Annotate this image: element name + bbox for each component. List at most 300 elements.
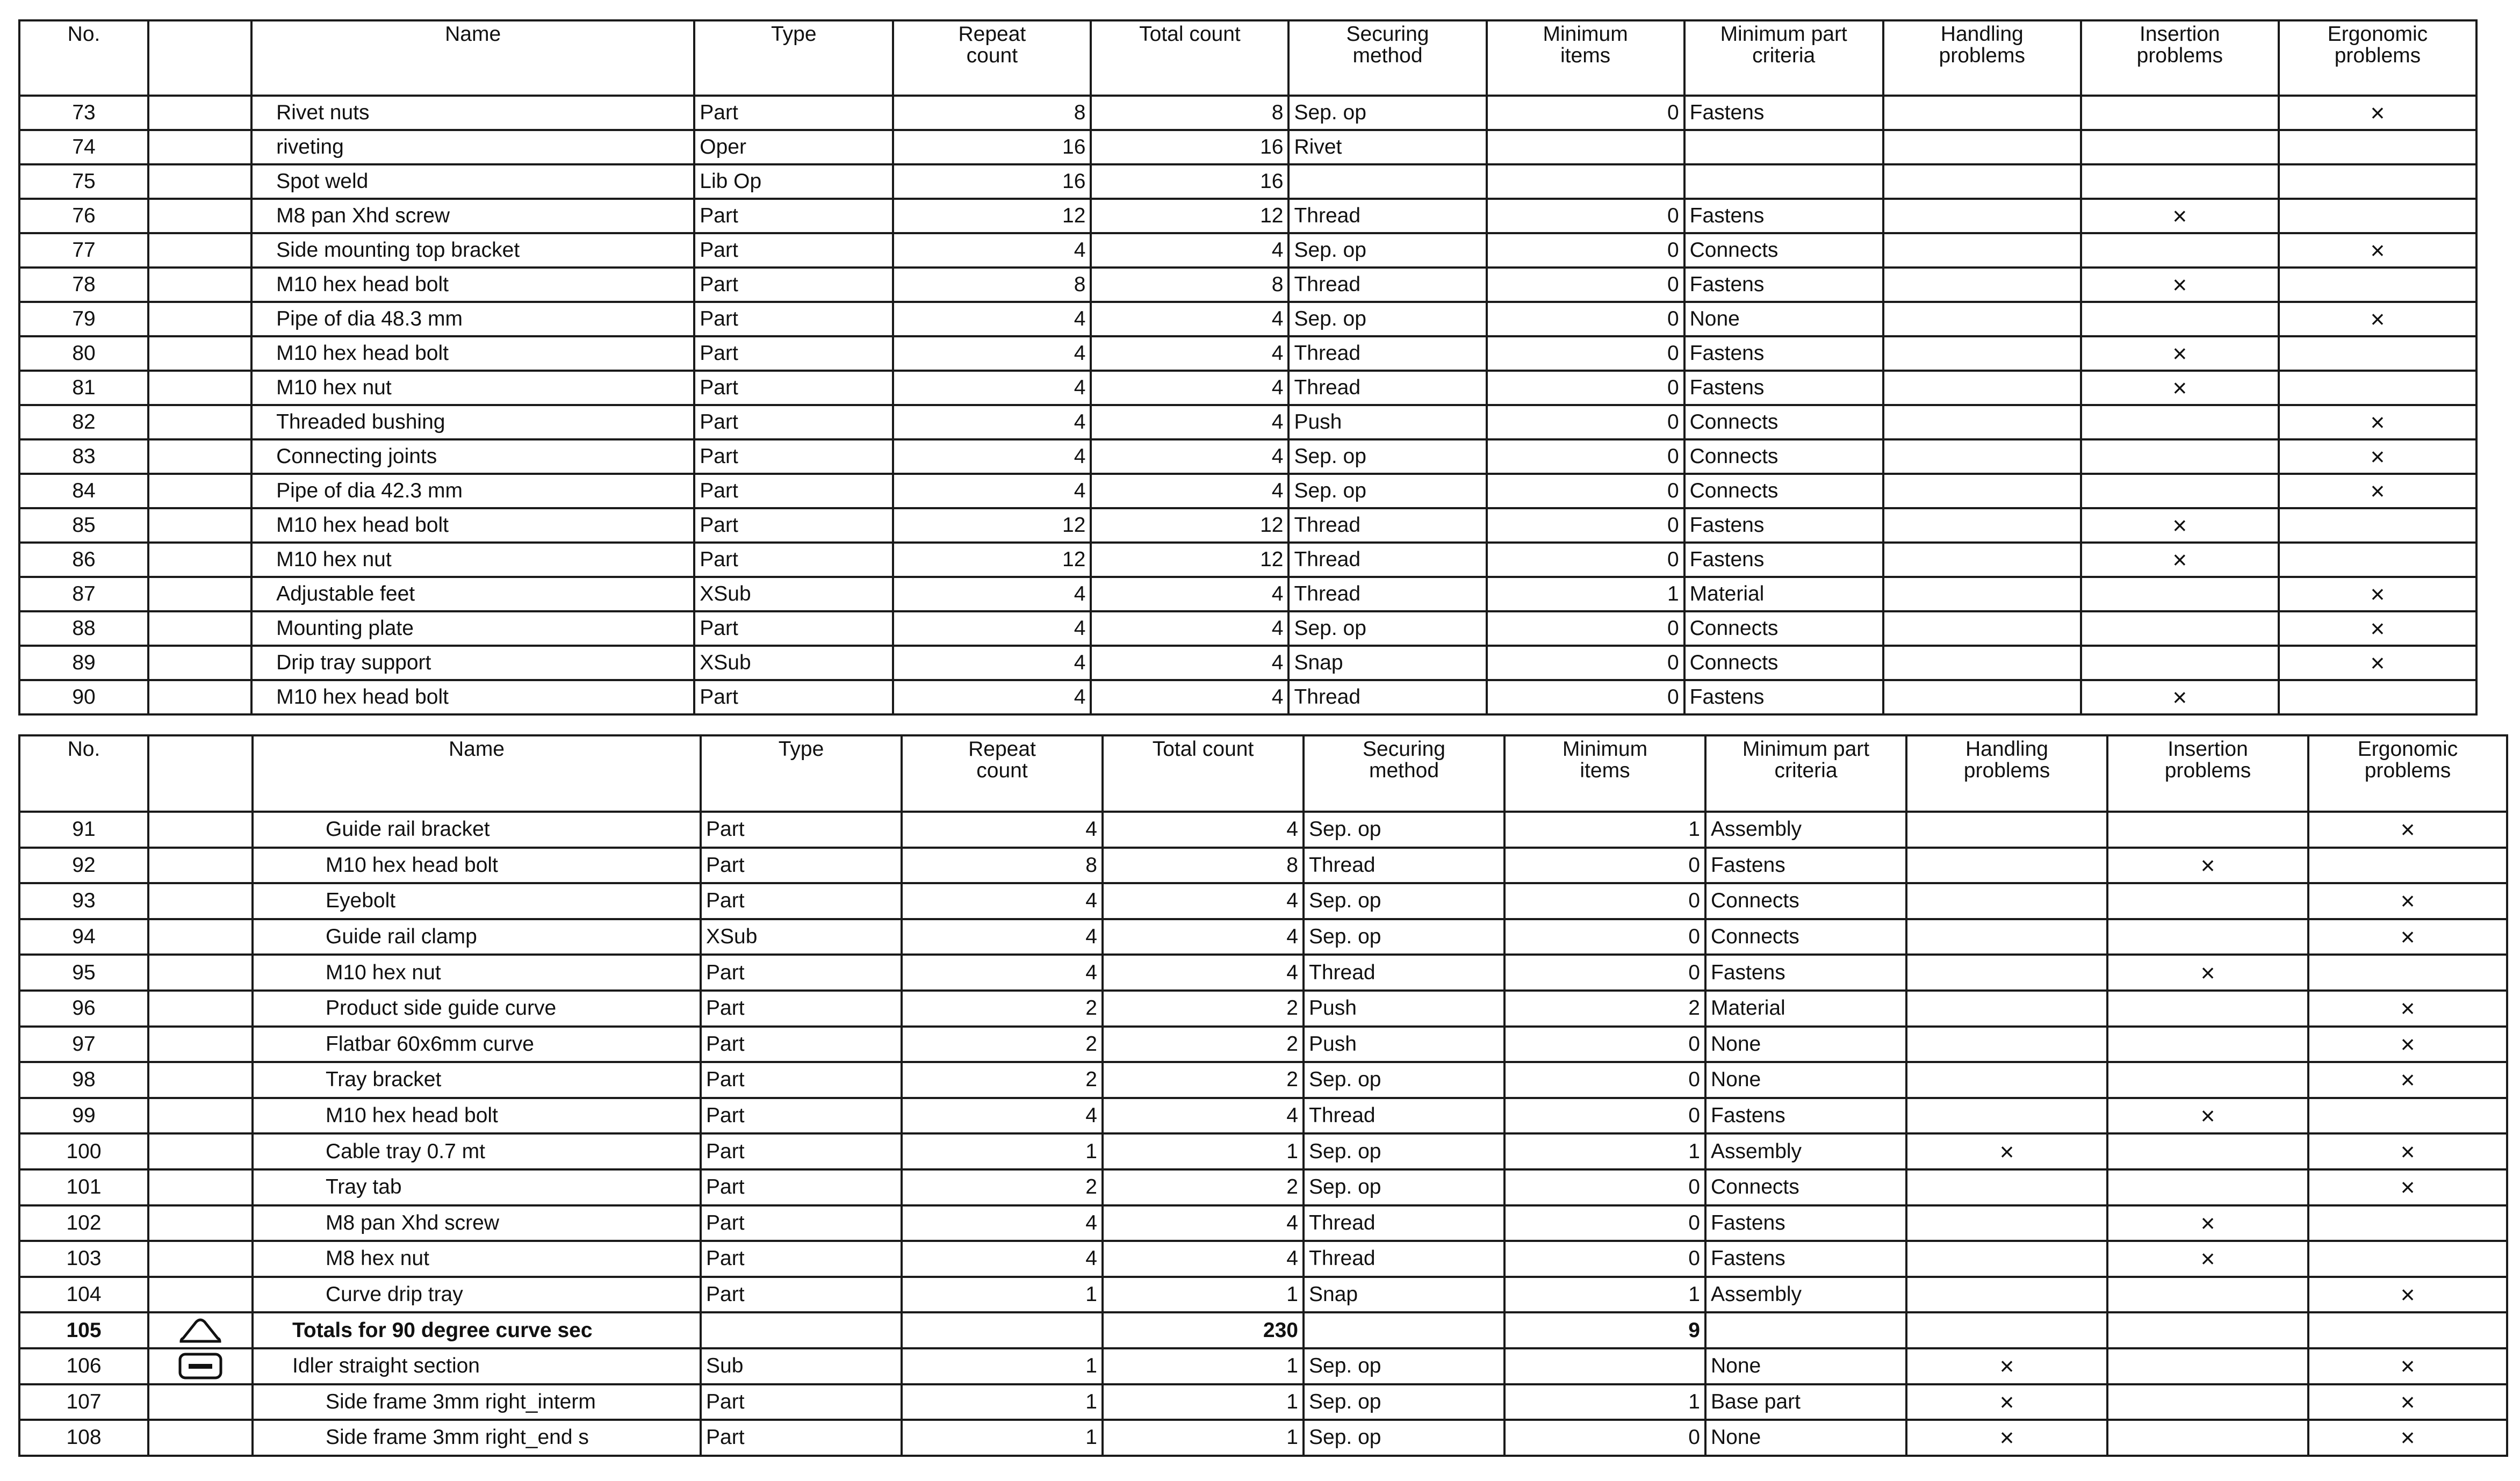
- cell-total-count: 16: [1091, 130, 1288, 164]
- cell-ergonomic-problems: [2279, 508, 2476, 543]
- table-row: [19, 577, 2476, 611]
- cell-insertion-problems: [2107, 1420, 2308, 1456]
- cell-name: Cable tray 0.7 mt: [253, 1133, 701, 1169]
- cell-name: Threaded bushing: [251, 405, 694, 439]
- cell-minimum-part-criteria: Fastens: [1684, 268, 1883, 302]
- header-line: Repeat: [958, 23, 1026, 46]
- cell-name: Eyebolt: [253, 883, 701, 919]
- header-col-ergonomic-problems: [2279, 20, 2476, 96]
- cell-total-count: 12: [1091, 199, 1288, 233]
- cell-minimum-items: 0: [1504, 1420, 1705, 1456]
- cell-handling-problems: [1906, 1277, 2107, 1313]
- table-row: [19, 1312, 2507, 1348]
- cell-handling-problems: [1883, 646, 2081, 680]
- table-row: [19, 1098, 2507, 1134]
- cell-name: M10 hex nut: [253, 955, 701, 991]
- cell-minimum-items: 0: [1487, 268, 1684, 302]
- cell-no: 95: [19, 955, 148, 991]
- header-line: Minimum: [1543, 23, 1628, 46]
- cell-minimum-items: 0: [1504, 1169, 1705, 1205]
- table-row: [19, 268, 2476, 302]
- cell-ergonomic-problems: ×: [2308, 1027, 2507, 1063]
- cell-minimum-part-criteria: [1684, 164, 1883, 199]
- cell-securing-method: Sep. op: [1304, 883, 1504, 919]
- table-row: [19, 405, 2476, 439]
- cell-icon: [148, 1027, 253, 1063]
- header-col-handling-problems: [1906, 735, 2107, 812]
- cell-total-count: 4: [1103, 955, 1304, 991]
- cell-minimum-part-criteria: Assembly: [1705, 812, 1906, 848]
- cell-securing-method: Thread: [1304, 1205, 1504, 1241]
- cell-icon: [148, 812, 253, 848]
- cell-repeat-count: 1: [902, 1133, 1103, 1169]
- cell-type: Part: [694, 302, 893, 336]
- cell-ergonomic-problems: [2279, 199, 2476, 233]
- cell-no: 100: [19, 1133, 148, 1169]
- cell-minimum-items: 0: [1504, 848, 1705, 884]
- cell-name: riveting: [251, 130, 694, 164]
- cell-icon: [148, 646, 251, 680]
- cell-insertion-problems: [2107, 812, 2308, 848]
- cell-handling-problems: [1906, 848, 2107, 884]
- header-col-repeat-count: [902, 735, 1103, 812]
- cell-insertion-problems: [2081, 164, 2279, 199]
- cell-minimum-part-criteria: Fastens: [1684, 336, 1883, 371]
- cell-total-count: 1: [1103, 1133, 1304, 1169]
- cell-minimum-part-criteria: Material: [1684, 577, 1883, 611]
- cell-repeat-count: 4: [902, 1241, 1103, 1277]
- header-line: Minimum part: [1742, 738, 1870, 761]
- cell-total-count: 4: [1091, 680, 1288, 714]
- cell-securing-method: Sep. op: [1288, 611, 1486, 646]
- cell-no: 99: [19, 1098, 148, 1134]
- cell-no: 83: [19, 439, 148, 474]
- cell-ergonomic-problems: ×: [2308, 991, 2507, 1027]
- cell-ergonomic-problems: ×: [2308, 1133, 2507, 1169]
- cell-minimum-part-criteria: [1705, 1312, 1906, 1348]
- cell-icon: [148, 577, 251, 611]
- cell-ergonomic-problems: [2279, 130, 2476, 164]
- header-line: Total count: [1152, 738, 1254, 761]
- cell-securing-method: Sep. op: [1304, 1133, 1504, 1169]
- cell-icon: [148, 1133, 253, 1169]
- cell-minimum-part-criteria: Connects: [1705, 919, 1906, 955]
- cell-minimum-part-criteria: Fastens: [1705, 1098, 1906, 1134]
- cell-repeat-count: 4: [893, 336, 1091, 371]
- cell-securing-method: Sep. op: [1304, 1169, 1504, 1205]
- cell-insertion-problems: [2107, 1133, 2308, 1169]
- cell-name: M10 hex nut: [251, 371, 694, 405]
- parts-table-bottom: [18, 734, 2508, 1457]
- cell-total-count: 4: [1091, 611, 1288, 646]
- cell-minimum-items: 0: [1504, 1098, 1705, 1134]
- cell-securing-method: Snap: [1288, 646, 1486, 680]
- cell-minimum-part-criteria: Connects: [1684, 611, 1883, 646]
- cell-no: 79: [19, 302, 148, 336]
- header-col-minimum-part-criteria: [1684, 20, 1883, 96]
- cell-no: 85: [19, 508, 148, 543]
- cell-minimum-part-criteria: Fastens: [1705, 955, 1906, 991]
- cell-minimum-items: 0: [1487, 439, 1684, 474]
- cell-securing-method: [1288, 164, 1486, 199]
- cell-ergonomic-problems: [2279, 268, 2476, 302]
- cell-insertion-problems: [2081, 96, 2279, 130]
- table-row: [19, 646, 2476, 680]
- table-row: [19, 439, 2476, 474]
- cell-securing-method: Push: [1304, 991, 1504, 1027]
- cell-icon: [148, 1098, 253, 1134]
- cell-handling-problems: [1883, 508, 2081, 543]
- cell-icon: [148, 1062, 253, 1098]
- cell-insertion-problems: [2107, 1384, 2308, 1420]
- cell-handling-problems: [1906, 1062, 2107, 1098]
- header-col-insertion-problems: [2107, 735, 2308, 812]
- cell-type: Part: [701, 1420, 902, 1456]
- table-row: [19, 812, 2507, 848]
- header-line: items: [1560, 44, 1611, 67]
- cell-insertion-problems: [2107, 1062, 2308, 1098]
- header-col-handling-problems: [1883, 20, 2081, 96]
- cell-securing-method: Sep. op: [1304, 1348, 1504, 1384]
- header-line: Insertion: [2140, 23, 2220, 46]
- cell-minimum-items: 0: [1487, 233, 1684, 268]
- header-line: problems: [2364, 759, 2451, 782]
- cell-ergonomic-problems: ×: [2308, 883, 2507, 919]
- table-row: [19, 1277, 2507, 1313]
- cell-type: Part: [701, 883, 902, 919]
- cell-handling-problems: [1906, 883, 2107, 919]
- cell-name: Pipe of dia 48.3 mm: [251, 302, 694, 336]
- cell-minimum-items: 0: [1487, 646, 1684, 680]
- cell-handling-problems: [1883, 474, 2081, 508]
- cell-insertion-problems: [2107, 1027, 2308, 1063]
- cell-securing-method: Thread: [1288, 199, 1486, 233]
- cell-securing-method: Thread: [1304, 955, 1504, 991]
- header-line: Ergonomic: [2327, 23, 2428, 46]
- table-row: [19, 164, 2476, 199]
- cell-ergonomic-problems: [2308, 955, 2507, 991]
- cell-insertion-problems: [2081, 302, 2279, 336]
- cell-handling-problems: [1883, 439, 2081, 474]
- cell-minimum-part-criteria: Base part: [1705, 1384, 1906, 1420]
- cell-handling-problems: [1906, 1205, 2107, 1241]
- cell-handling-problems: [1883, 577, 2081, 611]
- cell-type: XSub: [694, 577, 893, 611]
- cell-no: 76: [19, 199, 148, 233]
- cell-icon: [148, 474, 251, 508]
- cell-no: 102: [19, 1205, 148, 1241]
- header-col-no: No.: [19, 735, 148, 812]
- cell-total-count: 8: [1091, 96, 1288, 130]
- cell-type: Sub: [701, 1348, 902, 1384]
- cell-minimum-items: 1: [1487, 577, 1684, 611]
- header-line: Securing: [1363, 738, 1445, 761]
- cell-total-count: 4: [1103, 1205, 1304, 1241]
- cell-type: Part: [701, 1205, 902, 1241]
- cell-minimum-part-criteria: Connects: [1705, 1169, 1906, 1205]
- cell-minimum-part-criteria: Fastens: [1684, 371, 1883, 405]
- cell-minimum-items: 1: [1504, 812, 1705, 848]
- cell-repeat-count: 4: [902, 812, 1103, 848]
- cell-handling-problems: [1883, 164, 2081, 199]
- cell-insertion-problems: [2081, 646, 2279, 680]
- cell-no: 108: [19, 1420, 148, 1456]
- cell-handling-problems: [1883, 611, 2081, 646]
- cell-minimum-items: 0: [1487, 680, 1684, 714]
- cell-ergonomic-problems: ×: [2308, 919, 2507, 955]
- cell-handling-problems: [1906, 919, 2107, 955]
- cell-minimum-part-criteria: Connects: [1684, 439, 1883, 474]
- header-col-minimum-items: [1487, 20, 1684, 96]
- header-line: Ergonomic: [2357, 738, 2458, 761]
- cell-type: Part: [694, 233, 893, 268]
- cell-minimum-part-criteria: Assembly: [1705, 1277, 1906, 1313]
- header-line: count: [966, 44, 1018, 67]
- cell-repeat-count: 12: [893, 508, 1091, 543]
- cell-repeat-count: 4: [902, 919, 1103, 955]
- cell-repeat-count: 4: [893, 680, 1091, 714]
- cell-repeat-count: 8: [902, 848, 1103, 884]
- cell-securing-method: Thread: [1288, 268, 1486, 302]
- cell-minimum-items: 0: [1504, 1062, 1705, 1098]
- cell-minimum-items: [1487, 130, 1684, 164]
- cell-icon: [148, 508, 251, 543]
- cell-ergonomic-problems: ×: [2308, 1062, 2507, 1098]
- cell-icon: [148, 1205, 253, 1241]
- cell-icon: [148, 1169, 253, 1205]
- cell-type: [701, 1312, 902, 1348]
- cell-repeat-count: 4: [893, 577, 1091, 611]
- header-col-securing-method: [1288, 20, 1486, 96]
- header-col-type: Type: [694, 20, 893, 96]
- cell-ergonomic-problems: ×: [2279, 405, 2476, 439]
- cell-total-count: 4: [1091, 371, 1288, 405]
- cell-ergonomic-problems: ×: [2308, 1277, 2507, 1313]
- cell-securing-method: Thread: [1288, 577, 1486, 611]
- table-row: [19, 474, 2476, 508]
- cell-insertion-problems: [2107, 919, 2308, 955]
- cell-minimum-part-criteria: Fastens: [1684, 96, 1883, 130]
- cell-minimum-items: 0: [1487, 371, 1684, 405]
- cell-no: 104: [19, 1277, 148, 1313]
- cell-handling-problems: [1906, 991, 2107, 1027]
- cell-type: Part: [701, 848, 902, 884]
- cell-minimum-items: 0: [1487, 508, 1684, 543]
- table-row: [19, 233, 2476, 268]
- cell-total-count: 2: [1103, 991, 1304, 1027]
- cell-ergonomic-problems: ×: [2308, 1384, 2507, 1420]
- cell-no: 98: [19, 1062, 148, 1098]
- cell-handling-problems: [1883, 302, 2081, 336]
- cell-ergonomic-problems: ×: [2279, 96, 2476, 130]
- table-row: [19, 991, 2507, 1027]
- cell-securing-method: Thread: [1304, 1098, 1504, 1134]
- cell-handling-problems: [1883, 268, 2081, 302]
- cell-securing-method: [1304, 1312, 1504, 1348]
- cell-securing-method: Thread: [1288, 508, 1486, 543]
- cell-handling-problems: ×: [1906, 1133, 2107, 1169]
- cell-icon: [148, 302, 251, 336]
- cell-type: Part: [694, 508, 893, 543]
- header-line: items: [1580, 759, 1630, 782]
- cell-name: Adjustable feet: [251, 577, 694, 611]
- cell-type: Part: [694, 680, 893, 714]
- table-row: [19, 1133, 2507, 1169]
- header-line: count: [976, 759, 1028, 782]
- table-row: [19, 336, 2476, 371]
- cell-name: Connecting joints: [251, 439, 694, 474]
- header-line: Minimum: [1562, 738, 1648, 761]
- cell-name: M10 hex head bolt: [251, 268, 694, 302]
- cell-no: 89: [19, 646, 148, 680]
- cell-name: Side frame 3mm right_interm: [253, 1384, 701, 1420]
- cell-total-count: 4: [1103, 812, 1304, 848]
- cell-handling-problems: ×: [1906, 1348, 2107, 1384]
- header-col-securing-method: [1304, 735, 1504, 812]
- cell-insertion-problems: ×: [2107, 1098, 2308, 1134]
- cell-securing-method: Thread: [1304, 1241, 1504, 1277]
- cell-repeat-count: 8: [893, 96, 1091, 130]
- cell-insertion-problems: ×: [2081, 680, 2279, 714]
- cell-insertion-problems: [2107, 1348, 2308, 1384]
- cell-no: 84: [19, 474, 148, 508]
- cell-total-count: 4: [1091, 405, 1288, 439]
- cell-securing-method: Thread: [1288, 680, 1486, 714]
- header-line: problems: [2164, 759, 2251, 782]
- cell-type: Part: [694, 439, 893, 474]
- table-row: [19, 848, 2507, 884]
- cell-repeat-count: 2: [902, 1169, 1103, 1205]
- cell-total-count: 4: [1091, 646, 1288, 680]
- cell-no: 92: [19, 848, 148, 884]
- cell-minimum-items: 1: [1504, 1133, 1705, 1169]
- cell-type: XSub: [694, 646, 893, 680]
- cell-no: 106: [19, 1348, 148, 1384]
- cell-insertion-problems: [2081, 577, 2279, 611]
- cell-handling-problems: [1883, 371, 2081, 405]
- cell-icon: [148, 919, 253, 955]
- cell-type: Part: [701, 1169, 902, 1205]
- cell-minimum-part-criteria: Fastens: [1705, 1241, 1906, 1277]
- cell-ergonomic-problems: ×: [2308, 812, 2507, 848]
- cell-total-count: 230: [1103, 1312, 1304, 1348]
- cell-ergonomic-problems: [2308, 1241, 2507, 1277]
- cell-no: 80: [19, 336, 148, 371]
- cell-minimum-items: 0: [1504, 883, 1705, 919]
- cell-name: Side mounting top bracket: [251, 233, 694, 268]
- cell-ergonomic-problems: ×: [2279, 474, 2476, 508]
- cell-repeat-count: 1: [902, 1384, 1103, 1420]
- cell-securing-method: Push: [1304, 1027, 1504, 1063]
- cell-name: Tray bracket: [253, 1062, 701, 1098]
- cell-repeat-count: 16: [893, 164, 1091, 199]
- header-line: problems: [1963, 759, 2050, 782]
- cell-insertion-problems: [2107, 1169, 2308, 1205]
- cell-minimum-part-criteria: None: [1684, 302, 1883, 336]
- cell-icon: [148, 336, 251, 371]
- cell-securing-method: Push: [1288, 405, 1486, 439]
- cell-handling-problems: [1883, 130, 2081, 164]
- cell-minimum-part-criteria: None: [1705, 1027, 1906, 1063]
- cell-securing-method: Sep. op: [1288, 96, 1486, 130]
- cell-name: Mounting plate: [251, 611, 694, 646]
- header-col-name: Name: [251, 20, 694, 96]
- cell-repeat-count: 16: [893, 130, 1091, 164]
- cell-total-count: 4: [1091, 336, 1288, 371]
- cell-minimum-items: [1487, 164, 1684, 199]
- cell-handling-problems: [1906, 955, 2107, 991]
- cell-minimum-part-criteria: None: [1705, 1348, 1906, 1384]
- cell-no: 82: [19, 405, 148, 439]
- cell-insertion-problems: [2081, 439, 2279, 474]
- header-line: Total count: [1139, 23, 1241, 46]
- cell-no: 78: [19, 268, 148, 302]
- cell-repeat-count: [902, 1312, 1103, 1348]
- header-line: problems: [2136, 44, 2223, 67]
- parts-table-top: [18, 19, 2478, 716]
- table-row: [19, 1062, 2507, 1098]
- cell-icon: [148, 543, 251, 577]
- header-col-type: Type: [701, 735, 902, 812]
- cell-ergonomic-problems: ×: [2279, 302, 2476, 336]
- cell-minimum-items: 0: [1487, 96, 1684, 130]
- cell-repeat-count: 4: [893, 233, 1091, 268]
- cell-repeat-count: 4: [893, 474, 1091, 508]
- cell-name: M10 hex nut: [251, 543, 694, 577]
- cell-securing-method: Sep. op: [1288, 233, 1486, 268]
- cell-type: Part: [701, 955, 902, 991]
- cell-securing-method: Sep. op: [1304, 1384, 1504, 1420]
- cell-name: M8 pan Xhd screw: [253, 1205, 701, 1241]
- cell-insertion-problems: ×: [2081, 508, 2279, 543]
- cell-repeat-count: 4: [893, 405, 1091, 439]
- table-row: [19, 680, 2476, 714]
- cell-no: 77: [19, 233, 148, 268]
- cell-minimum-items: 1: [1504, 1384, 1705, 1420]
- cell-no: 73: [19, 96, 148, 130]
- cell-ergonomic-problems: ×: [2279, 611, 2476, 646]
- header-line: Repeat: [968, 738, 1036, 761]
- cell-ergonomic-problems: [2308, 1205, 2507, 1241]
- cell-ergonomic-problems: [2308, 848, 2507, 884]
- cell-ergonomic-problems: ×: [2279, 233, 2476, 268]
- cell-ergonomic-problems: ×: [2279, 577, 2476, 611]
- cell-insertion-problems: ×: [2107, 848, 2308, 884]
- cell-insertion-problems: ×: [2107, 955, 2308, 991]
- cell-total-count: 8: [1091, 268, 1288, 302]
- cell-repeat-count: 12: [893, 543, 1091, 577]
- cell-ergonomic-problems: [2308, 1312, 2507, 1348]
- cell-repeat-count: 4: [893, 611, 1091, 646]
- table-row: [19, 1205, 2507, 1241]
- cell-minimum-part-criteria: None: [1705, 1420, 1906, 1456]
- cell-icon: [148, 268, 251, 302]
- cell-no: 81: [19, 371, 148, 405]
- table-row: [19, 302, 2476, 336]
- cell-icon: [148, 955, 253, 991]
- cell-name: Pipe of dia 42.3 mm: [251, 474, 694, 508]
- table-row: [19, 371, 2476, 405]
- cell-handling-problems: [1906, 812, 2107, 848]
- cell-handling-problems: [1883, 199, 2081, 233]
- cell-type: Part: [701, 1133, 902, 1169]
- cell-repeat-count: 12: [893, 199, 1091, 233]
- cell-minimum-part-criteria: Connects: [1705, 883, 1906, 919]
- cell-icon: [148, 405, 251, 439]
- header-line: Handling: [1940, 23, 2024, 46]
- cell-minimum-items: 2: [1504, 991, 1705, 1027]
- header-col-ergonomic-problems: [2308, 735, 2507, 812]
